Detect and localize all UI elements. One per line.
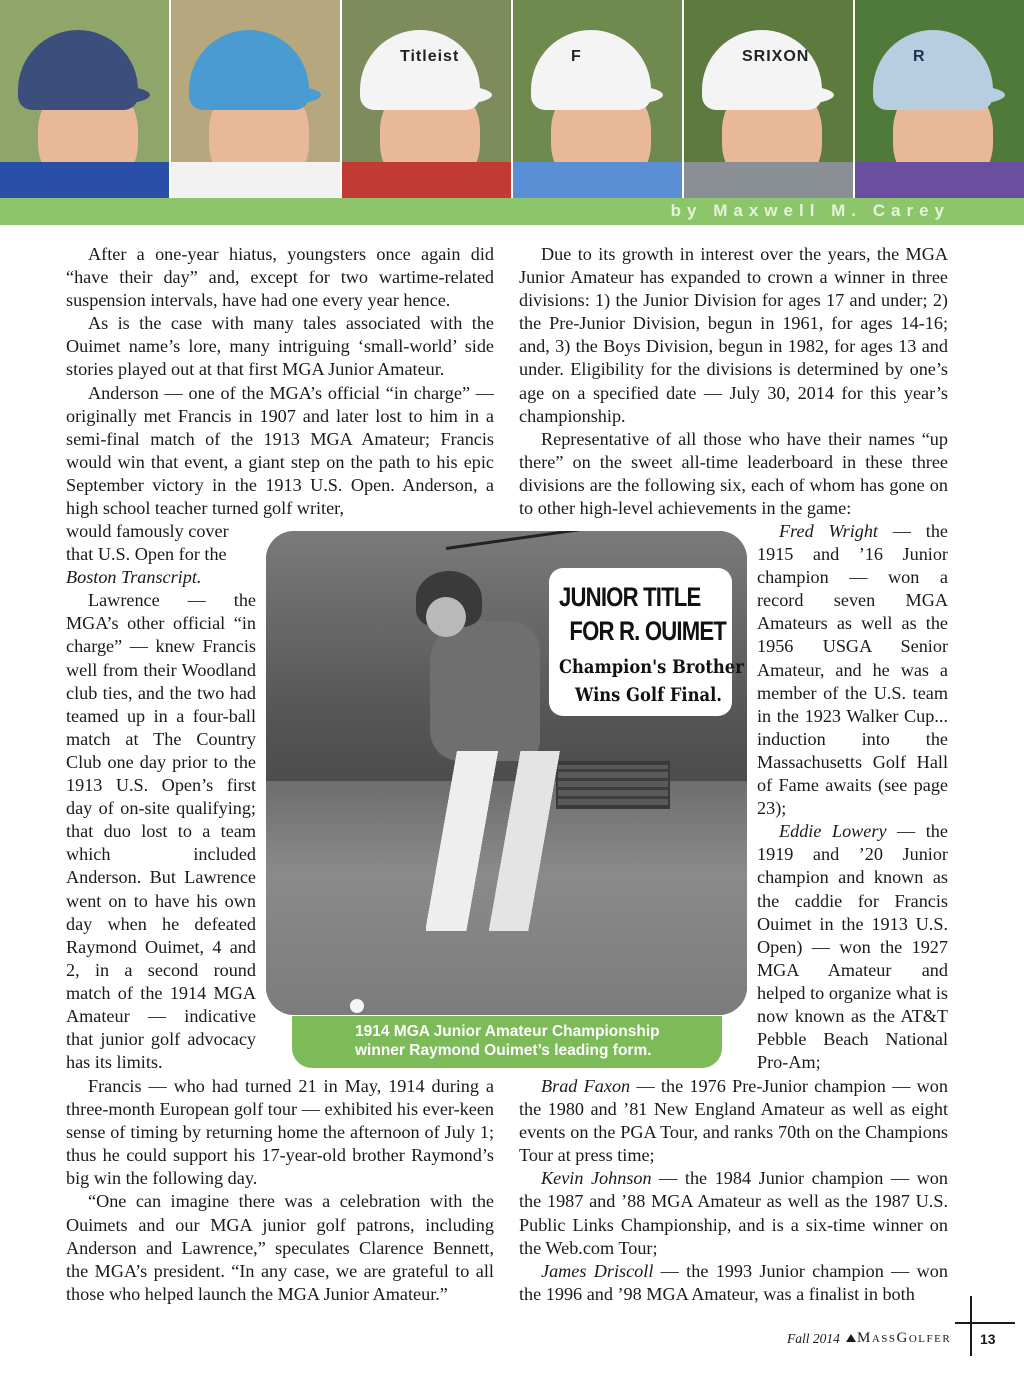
junior-golfer-photo-2 — [171, 0, 342, 198]
footer-crosshair-vertical — [970, 1296, 972, 1356]
clipping-subhead: Champion's Brother — [559, 656, 744, 678]
paragraph: Due to its growth in interest over the years, the MGA Junior Amateur has expanded to crown a winner in three divisions: 1) the Junior Division for ages 17 and under; 2) the Pre-Junior Division, begun in 1961, for ages 14-16; and, 3) the Boys Division, begun in 1982, for ages 13 and under. Eligibility for the divisions is determined by one’s age on a specified date — July 30, 2014 for this year’s championship. — [519, 244, 948, 426]
paragraph: Francis — who had turned 21 in May, 1914 during a three-month European golf tour — exhibited his ever-keen sense of timing by returning home the afternoon of July 1; thus he could support his 17-year-old brother Raymond’s big win the following day. — [66, 1076, 494, 1189]
clipping-headline: JUNIOR TITLE — [559, 582, 701, 612]
golf-shirt — [0, 162, 169, 198]
junior-golfer-photo-1 — [0, 0, 171, 198]
right-column-top — [519, 243, 948, 520]
champion-name: Brad Faxon — [541, 1076, 631, 1096]
cap-logo: Titleist — [400, 48, 460, 65]
clipping-subhead: Wins Golf Final. — [575, 684, 722, 706]
paragraph: As is the case with many tales associated with the Ouimet name’s lore, many intriguing ‘small-world’ side stories played out at that first MGA Junior Amateur. — [66, 313, 494, 380]
paragraph-continued — [66, 520, 256, 589]
cap-brim — [724, 84, 834, 106]
champion-text: — the 1993 Junior champion — won the 1996 and ’98 MGA Amateur, was a finalist in both — [519, 1260, 948, 1304]
champion-name: Kevin Johnson — [541, 1168, 652, 1189]
golf-shirt — [342, 162, 511, 198]
champion-text: — the 1984 Junior champion — won the 1987 and ’88 MGA Amateur as well as the 1987 U.S. Public Links Championship, and is a six-time winner on the Web.com Tour; — [519, 1168, 948, 1258]
champion-entry — [519, 1075, 948, 1167]
junior-golfer-photo-6 — [855, 0, 1024, 198]
clipping-headline: FOR R. OUIMET — [569, 616, 726, 646]
cap-logo: R — [913, 48, 926, 65]
cap-brim — [895, 84, 1005, 106]
cap-brim — [40, 84, 150, 106]
champion-text: — the 1919 and ’20 Junior champion and known as the caddie for Francis Ouimet in the 1913 U.S. Open) — won the 1927 MGA Amateur and helped to organize what is now known as the AT&T Pebble Beach National Pro-Am; — [757, 821, 948, 1073]
header-photo-strip — [0, 0, 1024, 198]
champion-name: James Driscoll — [541, 1260, 654, 1281]
junior-golfer-photo-4 — [513, 0, 684, 198]
triangle-icon — [846, 1334, 856, 1342]
photo-bench — [556, 761, 670, 809]
golf-shirt — [171, 162, 340, 198]
champion-text: — the 1976 Pre-Junior champion — won the 1980 and ’81 New England Amateur as well as eight events on the PGA Tour, and ranks 70th on the Champions Tour at press time; — [519, 1076, 948, 1166]
champion-name: Eddie Lowery — [779, 821, 887, 842]
paragraph: “One can imagine there was a celebration with the Ouimets and our MGA junior golf patrons, including Anderson and Lawrence,” speculates Clarence Bennett, the MGA’s president. “In any case, we are grateful to all those who helped launch the MGA Junior Amateur.” — [66, 1191, 494, 1304]
page-number: 13 — [980, 1331, 996, 1347]
junior-golfer-photo-5 — [684, 0, 855, 198]
cap-brim — [211, 84, 321, 106]
golfer-sweater — [430, 621, 540, 761]
footer-magazine-name: MassGolfer — [857, 1330, 952, 1346]
newspaper-clipping — [549, 568, 744, 716]
left-column-narrow — [66, 520, 256, 1074]
golf-shirt — [855, 162, 1024, 198]
footer-issue: Fall 2014 — [787, 1331, 840, 1346]
paragraph: Representative of all those who have their names “up there” on the sweet all-time leaderboard in these three divisions are the following six, each of whom has gone on to other high-level achievements in the game: — [519, 428, 948, 519]
golf-shirt — [684, 162, 853, 198]
paragraph: Anderson — one of the MGA’s official “in charge” — originally met Francis in 1907 and later lost to him in a semi-final match of the 1913 MGA Amateur; Francis would win that event, a giant step on the path to his epic September victory in the 1913 U.S. Open. Anderson, a high school teacher turned golf writer, — [66, 382, 494, 519]
caption-line: 1914 MGA Junior Amateur Championship — [355, 1023, 660, 1040]
paragraph: After a one-year hiatus, youngsters once again did “have their day” and, except for two wartime-related suspension intervals, have had one every year hence. — [66, 244, 494, 311]
champion-text: — the 1915 and ’16 Junior champion — won a record seven MGA Amateurs as well as the 1956 USGA Senior Amateur, and he was a member of the U.S. team in the 1923 Walker Cup... induction into the Massachusetts Golf Hall of Fame awaits (see page 23); — [757, 521, 948, 819]
right-column-bottom — [519, 1075, 948, 1306]
paragraph: Lawrence — the MGA’s other official “in charge” — knew Francis well from their Woodland club ties, and the two had teamed up in a four-ball match at The Country Club one day prior to the 1913 U.S. Open’s first day of on-site qualifying; that duo lost to a team which included Anderson. But Lawrence went on to have his own day when he defeated Raymond Ouimet, 4 and 2, in a second round match of the 1914 MGA Amateur — indicative that junior golf advocacy has its limits. — [66, 590, 256, 1073]
champion-entry — [757, 820, 948, 1074]
golf-shirt — [513, 162, 682, 198]
publication-title: Boston Transcript. — [66, 567, 202, 588]
text-line: would famously cover — [66, 521, 229, 541]
junior-golfer-photo-3 — [342, 0, 513, 198]
byline: by Maxwell M. Carey — [670, 201, 950, 220]
caption-line: winner Raymond Ouimet’s leading form. — [355, 1042, 652, 1059]
left-column-bottom — [66, 1075, 494, 1306]
byline-bar — [0, 198, 1024, 225]
golf-ball — [350, 999, 364, 1013]
left-column-top — [66, 243, 494, 520]
footer-crosshair-horizontal — [955, 1322, 1015, 1324]
champion-entry — [519, 1167, 948, 1259]
golfer-face — [426, 597, 466, 637]
cap-logo: F — [571, 48, 582, 65]
photo-caption — [292, 1016, 722, 1068]
text-line: that U.S. Open for the — [66, 544, 227, 565]
champion-entry — [757, 520, 948, 820]
cap-brim — [382, 84, 492, 106]
cap-brim — [553, 84, 663, 106]
right-column-narrow — [757, 520, 948, 1074]
cap-logo: SRIXON — [742, 48, 810, 65]
champion-name: Fred Wright — [779, 521, 878, 541]
golfer-trousers — [426, 751, 566, 931]
champion-entry — [519, 1260, 948, 1306]
